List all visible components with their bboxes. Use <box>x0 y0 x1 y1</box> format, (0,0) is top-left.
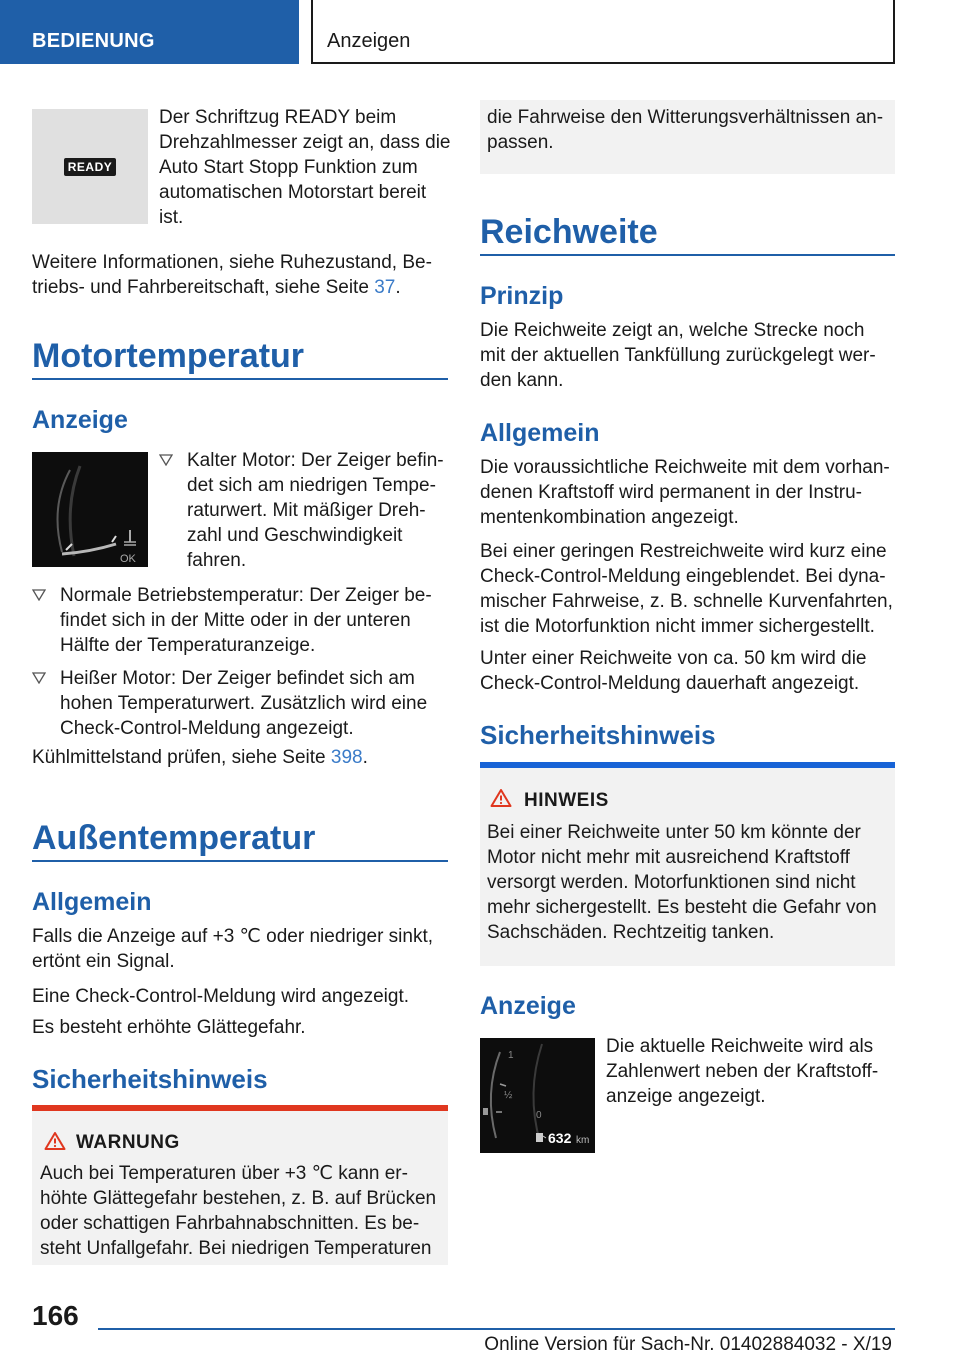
allgemein-heading-right: Allgemein <box>480 419 600 447</box>
notice-text: Bei einer Reichweite unter 50 km könnte der Motor nicht mehr mit ausreichend Kraftstoff versorgt werden. Motorfunktionen sind nicht mehr sichergestellt. Es besteht die Gefahr von Sachschäden. Rechtzeitig tanken. <box>487 822 877 943</box>
allgemein-heading: Allgemein <box>32 888 152 916</box>
title-rule <box>32 860 448 862</box>
list-item-text: Normale Betriebstemperatur: Der Zeiger befindet sich in der Mitte oder in der unteren Hälfte der Temperaturanzeige. <box>60 585 432 656</box>
ready-badge-label: READY <box>67 160 113 174</box>
prinzip-heading: Prinzip <box>480 282 564 310</box>
footer-rule <box>98 1328 895 1330</box>
page-number: 166 <box>32 1300 79 1331</box>
warning-triangle-icon <box>44 1131 66 1151</box>
fuel-tick-mid: ½ <box>504 1090 513 1101</box>
notice-bar <box>480 762 895 768</box>
motortemperatur-title: Motortemperatur <box>32 337 305 375</box>
coolant-paragraph: Kühlmittelstand prüfen, siehe Seite 398. <box>32 747 368 768</box>
engine-temp-list <box>159 448 451 573</box>
coolant-temperature-icon <box>124 530 136 545</box>
gauge-ok-label: OK <box>120 553 136 565</box>
sicherheitshinweis-heading: Sicherheitshinweis <box>32 1064 268 1094</box>
warning-text: Auch bei Temperaturen über +3 ℃ kann erhöhte Glättegefahr bestehen, z. B. auf Brücken oder schattigen Fahrbahnabschnitten. Es besteht Unfallgefahr. Bei niedrigen Temperaturen <box>40 1163 437 1259</box>
online-version-text: Online Version für Sach-Nr. 01402884032 - X/19 <box>484 1334 892 1355</box>
notice-box <box>480 762 895 966</box>
notice-label: HINWEIS <box>524 790 609 811</box>
reichweite-title: Reichweite <box>480 213 658 251</box>
allgemein-p2: Bei einer geringen Restreichweite wird kurz eine Check-Control-Meldung eingeblendet. Bei dynamischer Fahrweise, z. B. schnelle Kurvenfahrten, ist die Motorfunktion nicht immer sichergestellt. <box>480 541 893 637</box>
list-item-text: Heißer Motor: Der Zeiger befindet sich am hohen Temperaturwert. Zusätzlich wird eine Check-Control-Meldung angezeigt. <box>60 668 428 739</box>
section-title-box <box>311 0 895 64</box>
title-rule <box>480 254 895 256</box>
title-rule <box>32 378 448 380</box>
warning-label: WARNUNG <box>76 1132 180 1153</box>
warning-bar <box>32 1105 448 1111</box>
fuel-gauge-graphic <box>480 1038 595 1153</box>
more-info-paragraph: Weitere Informationen, siehe Ruhezustand, Betriebs- und Fahrbereitschaft, siehe Seite 37. <box>32 252 432 298</box>
page-link-37[interactable]: 37 <box>374 277 396 298</box>
aussentemp-p3: Es besteht erhöhte Glättegefahr. <box>32 1017 306 1038</box>
prinzip-text: Die Reichweite zeigt an, welche Strecke noch mit der aktuellen Tankfüllung zurückgelegt werden kann. <box>480 320 876 391</box>
fuel-tick-top: 1 <box>508 1050 514 1061</box>
triangle-bullet-icon <box>32 672 46 684</box>
triangle-bullet-icon <box>32 589 46 601</box>
temperature-gauge-graphic <box>32 452 148 567</box>
aussentemperatur-title: Außentemperatur <box>32 819 316 857</box>
list-item <box>32 583 452 658</box>
coolant-text: Kühlmittelstand prüfen, siehe Seite <box>32 747 326 768</box>
warning-triangle-icon <box>490 788 512 808</box>
warning-box <box>32 1105 448 1265</box>
triangle-bullet-icon <box>159 454 173 466</box>
temperature-gauge-image <box>32 452 148 567</box>
page-link-398[interactable]: 398 <box>330 747 363 768</box>
anzeige-heading: Anzeige <box>32 406 128 434</box>
list-item <box>159 448 451 573</box>
allgemein-p1: Die voraussichtliche Reichweite mit dem vorhandenen Kraftstoff wird permanent in der Instrumentenkombination angezeigt. <box>480 457 890 528</box>
fuel-tick-bottom: 0 <box>536 1110 542 1121</box>
fuel-gauge-image <box>480 1038 595 1153</box>
more-info-text: Weitere Informationen, siehe Ruhezustand, Betriebs- und Fahrbereitschaft, siehe Seite <box>32 252 432 298</box>
aussentemp-p2: Eine Check-Control-Meldung wird angezeigt. <box>32 986 410 1007</box>
ready-indicator-image <box>32 109 148 224</box>
carryover-box <box>480 100 895 174</box>
engine-temp-list-continued <box>32 583 452 741</box>
section-tab-label: BEDIENUNG <box>32 30 155 52</box>
fuel-range-unit: km <box>576 1135 590 1146</box>
list-item <box>32 666 452 741</box>
list-item-text: Kalter Motor: Der Zeiger befindet sich am niedrigen Temperaturwert. Mit mäßiger Drehzahl und Geschwindigkeit fahren. <box>187 450 444 571</box>
fuel-range-value: 632 <box>548 1130 572 1146</box>
anzeige-text-right: Die aktuelle Reichweite wird als Zahlenwert neben der Kraftstoffanzeige angezeigt. <box>606 1036 879 1107</box>
sicherheitshinweis-heading-right: Sicherheitshinweis <box>480 720 716 750</box>
anzeige-heading-right: Anzeige <box>480 992 576 1020</box>
allgemein-p3: Unter einer Reichweite von ca. 50 km wird die Check-Control-Meldung dauerhaft angezeigt. <box>480 648 867 694</box>
section-tab <box>0 0 299 64</box>
ready-badge <box>64 158 116 176</box>
section-title: Anzeigen <box>327 30 411 52</box>
aussentemp-p1: Falls die Anzeige auf +3 ℃ oder niedriger sinkt, ertönt ein Signal. <box>32 926 434 972</box>
ready-description: Der Schriftzug READY beim Drehzahlmesser zeigt an, dass die Auto Start Stopp Funktion zum automatischen Motorstart bereit ist. <box>159 107 451 228</box>
carryover-text: die Fahrweise den Witterungsverhältnissen anpassen. <box>487 107 884 153</box>
